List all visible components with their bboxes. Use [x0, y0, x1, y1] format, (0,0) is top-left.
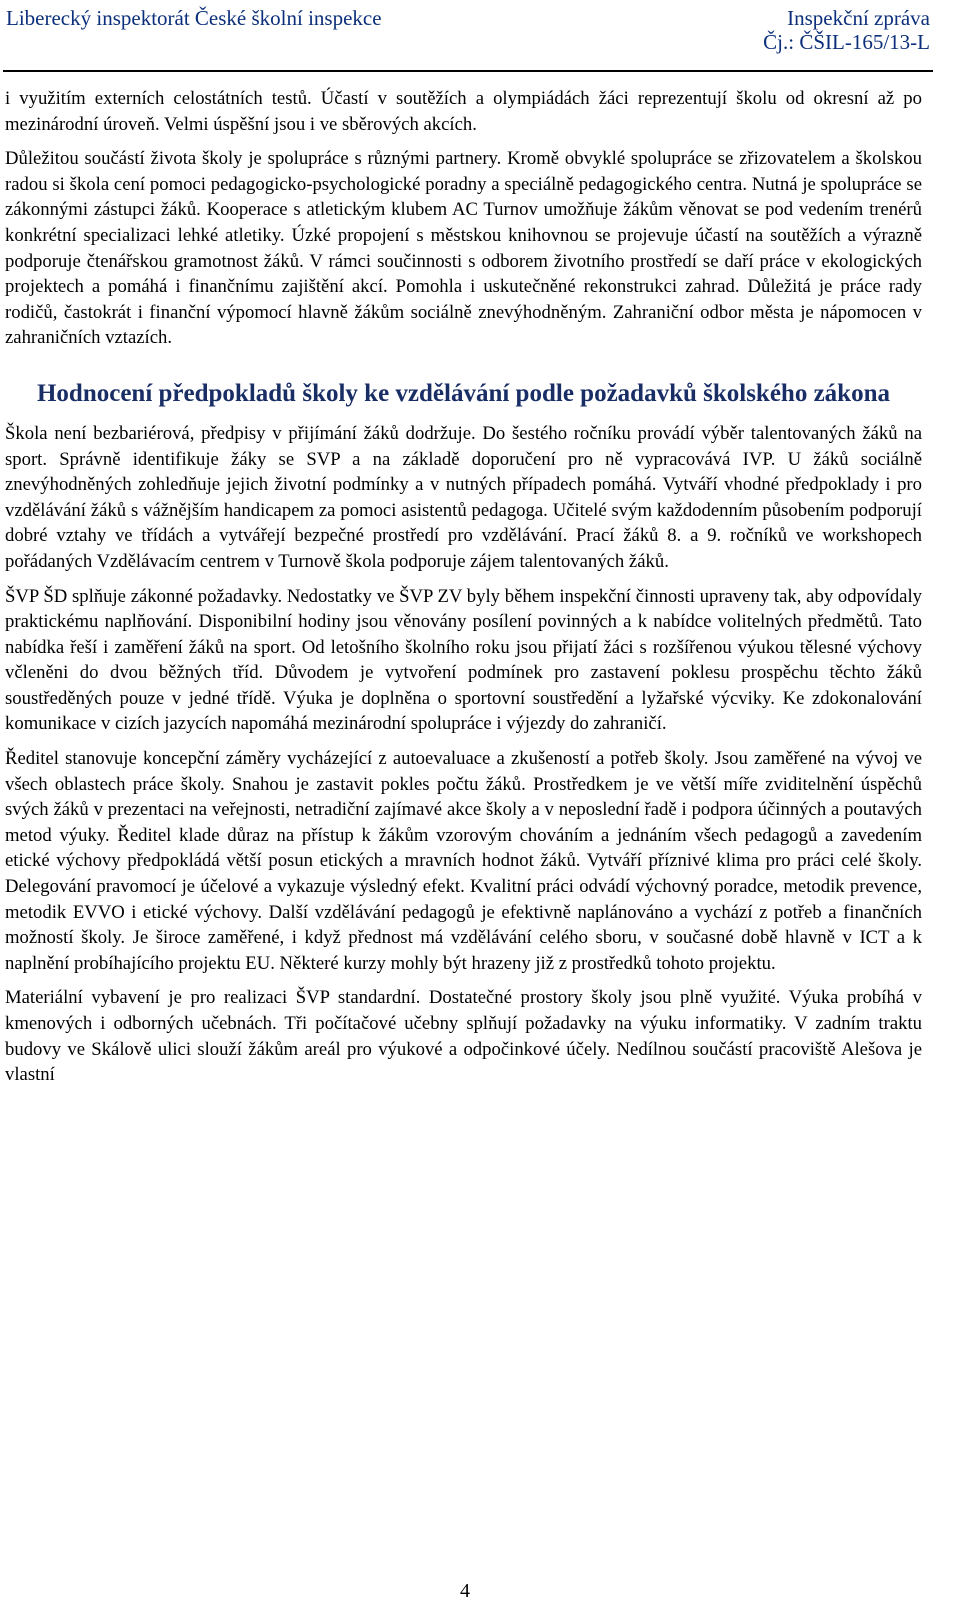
- page-number: 4: [460, 1580, 470, 1602]
- paragraph: Materiální vybavení je pro realizaci ŠVP standardní. Dostatečné prostory školy jsou plně využité. Výuka probíhá v kmenových i odborných učebnách. Tři počítačové učebny splňují požadavky na výuku informatiky. V zadním traktu budovy ve Skálově ulici slouží žákům areál pro výukové a odpočinkové účely. Nedílnou součástí pracoviště Alešova je vlastní: [5, 987, 922, 1086]
- header-report-title: Inspekční zpráva: [787, 6, 930, 30]
- header-divider: [3, 70, 933, 72]
- paragraph: ŠVP ŠD splňuje zákonné požadavky. Nedostatky ve ŠVP ZV byly během inspekční činnosti upraveny tak, aby odpovídaly praktickému naplňování. Disponibilní hodiny jsou věnovány posílení povinných a k nabídce volitelných předmětů. Tato nabídka řeší i zaměření žáků na sport. Od letošního školního roku jsou přijatí žáci s rozšířenou výukou tělesné výchovy včleněni do dvou běžných tříd. Důvodem je vytvoření podmínek pro zastavení poklesu prospěchu těchto žáků soustředěných pouze v jedné třídě. Výuka je doplněna o sportovní soustředění a lyžařské výcviky. Ke zdokonalování komunikace v cizích jazycích napomáhá mezinárodní spolupráce i výjezdy do zahraničí.: [5, 585, 922, 735]
- paragraph: i využitím externích celostátních testů. Účastí v soutěžích a olympiádách žáci reprezentují školu od okresní až po mezinárodní úroveň. Velmi úspěšní jsou i ve sběrových akcích.: [5, 88, 922, 135]
- section-heading: Hodnocení předpokladů školy ke vzdělávání podle požadavků školského zákona: [36, 379, 890, 407]
- document-body: [5, 86, 922, 1088]
- header-reference-number: Čj.: ČŠIL-165/13-L: [763, 30, 930, 54]
- paragraph: Důležitou součástí života školy je spolupráce s různými partnery. Kromě obvyklé spolupráce se zřizovatelem a školskou radou si škola cení pomoci pedagogicko-psychologické poradny a speciálně pedagogického centra. Nutná je spolupráce se zákonnými zástupci žáků. Kooperace s atletickým klubem AC Turnov umožňuje žákům věnovat se pod vedením trenérů konkrétní specializaci lehké atletiky. Úzké propojení s městskou knihovnou se projevuje účastí na soutěžích a výrazně podporuje čtenářskou gramotnost žáků. V rámci součinnosti s odborem životního prostředí se daří práce v ekologických projektech a pomáhá i finančnímu zajištění akcí. Pomohla i uskutečněné rekonstrukci zahrad. Důležitá je práce rady rodičů, častokrát i finanční výpomocí hlavně žákům sociálně znevýhodněným. Zahraniční odbor města je nápomocen v zahraničních vztazích.: [5, 148, 922, 349]
- paragraph: Škola není bezbariérová, předpisy v přijímání žáků dodržuje. Do šestého ročníku provádí výběr talentovaných žáků na sport. Správně identifikuje žáky se SVP a na základě doporučení pro ně vypracovává IVP. U žáků sociálně znevýhodněných zohledňuje jejich životní podmínky a v nutných případech pomáhá. Vytváří vhodné předpoklady i pro vzdělávání žáků s vážnějším handicapem za pomoci asistentů pedagoga. Učitelé svým každodenním působením podporují dobré vztahy ve třídách a vytvářejí bezpečné prostředí pro vzdělávání. Prací žáků 8. a 9. ročníků ve workshopech pořádaných Vzdělávacím centrem v Turnově škola podporuje zájem talentovaných žáků.: [5, 422, 922, 572]
- header-report-info: [763, 6, 930, 54]
- paragraph: Ředitel stanovuje koncepční záměry vycházející z autoevaluace a zkušeností a potřeb školy. Jsou zaměřené na vývoj ve všech oblastech práce školy. Snahou je zastavit pokles počtu žáků. Prostředkem je ve větší míře zviditelnění úspěchů svých žáků v prezentaci na veřejnosti, netradiční zajímavé akce školy a v neposlední řadě i podpora účinných a poutavých metod výuky. Ředitel klade důraz na přístup k žákům vzorovým chováním a jednáním všech pedagogů a zavedením etické výchovy předpokládá větší posun etických a mravních hodnot žáků. Vytváří příznivé klima pro práci celé školy. Delegování pravomocí je účelové a vykazuje výsledný efekt. Kvalitní práci odvádí výchovný poradce, metodik prevence, metodik EVVO i etické výchovy. Další vzdělávání pedagogů je efektivně naplánováno a vychází z potřeb a finančních možností školy. Je široce zaměřené, i když přednost má vzdělávání celého sboru, v současné době hlavně v ICT a k naplnění probíhajícího projektu EU. Některé kurzy mohly být hrazeny již z prostředků tohoto projektu.: [5, 748, 922, 974]
- header-inspectorate: Liberecký inspektorát České školní inspekce: [6, 6, 382, 30]
